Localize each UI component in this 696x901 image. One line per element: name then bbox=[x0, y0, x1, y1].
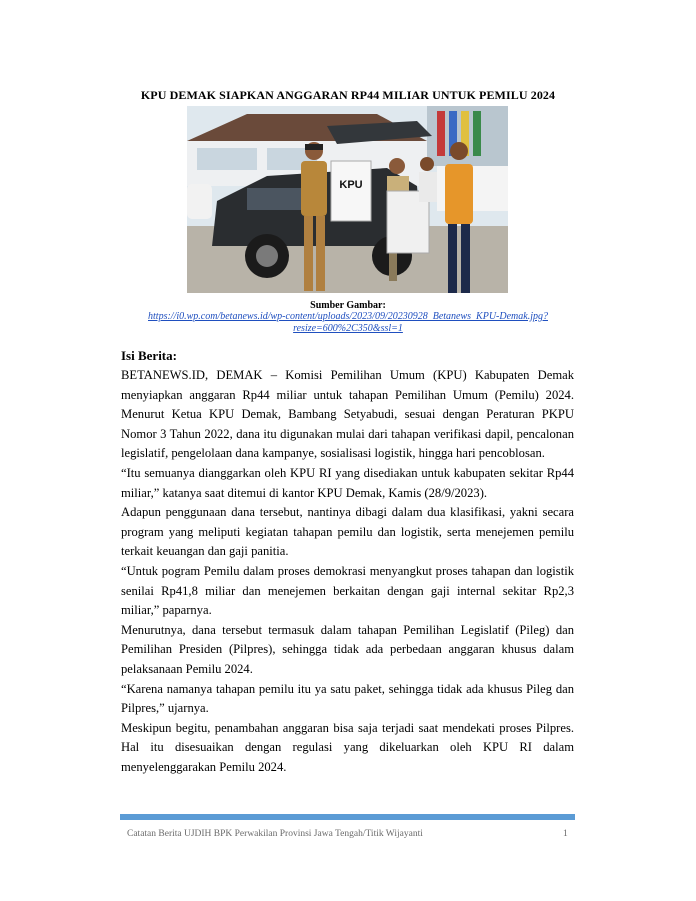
image-source-label: Sumber Gambar: bbox=[310, 300, 386, 311]
paragraph: “Karena namanya tahapan pemilu itu ya satu paket, sehingga tidak ada khusus Pileg dan Pilpres,” ujarnya. bbox=[121, 681, 574, 716]
page-number: 1 bbox=[563, 829, 568, 839]
footer-rule bbox=[120, 814, 575, 820]
article-body bbox=[121, 366, 574, 777]
kpu-box-label: KPU bbox=[339, 179, 363, 191]
paragraph: BETANEWS.ID, DEMAK – Komisi Pemilihan Umum (KPU) Kabupaten Demak menyiapkan anggaran Rp44 miliar untuk tahapan Pemilihan Umum (Pemilu) 2024. Menurut Ketua KPU Demak, Bambang Setyabudi, sesuai dengan Peraturan PKPU Nomor 3 Tahun 2022, dana itu digunakan mulai dari tahapan verifikasi dapil, pencalonan legislatif, pengelolaan dana kampanye, sosialisasi logistik, hingga hari pencoblosan. bbox=[121, 368, 574, 461]
footer-text: Catatan Berita UJDIH BPK Perwakilan Provinsi Jawa Tengah/Titik Wijayanti bbox=[127, 829, 423, 839]
paragraph: “Itu semuanya dianggarkan oleh KPU RI yang disediakan untuk kabupaten sekitar Rp44 miliar,” katanya saat ditemui di kantor KPU Demak, Kamis (28/9/2023). bbox=[121, 465, 574, 500]
paragraph: Adapun penggunaan dana tersebut, nantinya dibagi dalam dua klasifikasi, yakni secara program yang meliputi kegiatan tahapan pemilu dan logistik, serta menejemen pemilu terkait keuangan dan gaji panitia. bbox=[121, 505, 574, 559]
news-photo-illustration bbox=[187, 106, 508, 293]
news-photo bbox=[187, 106, 508, 293]
paragraph: Meskipun begitu, penambahan anggaran bisa saja terjadi saat mendekati proses Pilpres. Hal itu disesuaikan dengan regulasi yang dikeluarkan oleh KPU RI dalam menyelenggarakan Pemilu 2024. bbox=[121, 720, 574, 774]
section-heading: Isi Berita: bbox=[121, 348, 177, 363]
paragraph: Menurutnya, dana tersebut termasuk dalam tahapan Pemilihan Legislatif (Pileg) dan Pemilihan Presiden (Pilpres), sehingga tidak ada perbedaan anggaran khusus dalam pelaksanaan Pemilu 2024. bbox=[121, 622, 574, 676]
document-title: KPU DEMAK SIAPKAN ANGGARAN RP44 MILIAR UNTUK PEMILU 2024 bbox=[140, 88, 556, 102]
image-source-link[interactable]: https://i0.wp.com/betanews.id/wp-content/uploads/2023/09/20230928_Betanews_KPU-Demak.jpg?resize=600%2C350&ssl=1 bbox=[148, 311, 548, 334]
paragraph: “Untuk pogram Pemilu dalam proses demokrasi menyangkut proses tahapan dan logistik senilai Rp41,8 miliar dan menejemen berkaitan dengan gaji internal sekitar Rp2,3 miliar,” paparnya. bbox=[121, 563, 574, 618]
